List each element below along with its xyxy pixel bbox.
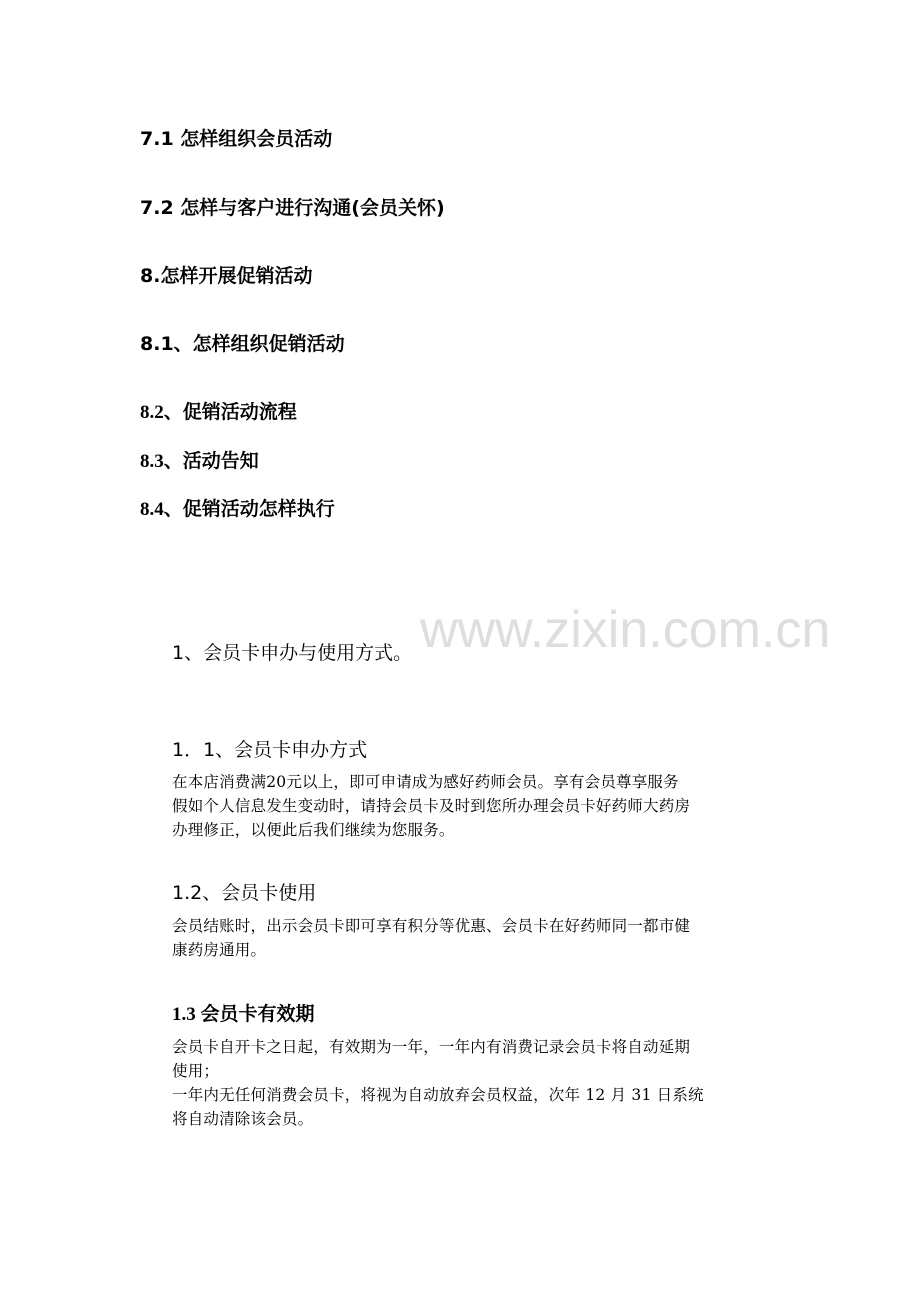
subsection-1-3-title: 1.3 会员卡有效期 (172, 1004, 315, 1025)
toc-item-7-1: 7.1 怎样组织会员活动 (140, 128, 333, 150)
body-line: 在本店消费满20元以上，即可申请成为感好药师会员。享有会员尊享服务 (172, 773, 679, 791)
body-line: 使用； (172, 1062, 220, 1080)
watermark: www.zixin.com.cn (420, 601, 831, 659)
toc-item-8-4: 8.4、促销活动怎样执行 (140, 499, 335, 520)
toc-item-8: 8.怎样开展促销活动 (140, 265, 313, 287)
body-line: 假如个人信息发生变动时，请持会员卡及时到您所办理会员卡好药师大药房 (172, 797, 691, 815)
subsection-1-2-title: 1.2、会员卡使用 (172, 882, 317, 904)
toc-item-8-1: 8.1、怎样组织促销活动 (140, 333, 345, 355)
subsection-1-1-body (172, 770, 784, 842)
toc-item-7-2: 7.2 怎样与客户进行沟通(会员关怀) (140, 197, 445, 219)
body-line: 将自动清除该会员。 (172, 1110, 314, 1128)
body-line: 办理修正，以便此后我们继续为您服务。 (172, 821, 455, 839)
body-line: 康药房通用。 (172, 941, 267, 959)
body-line: 会员卡自开卡之日起，有效期为一年，一年内有消费记录会员卡将自动延期 (172, 1038, 691, 1056)
body-line: 一年内无任何消费会员卡，将视为自动放弃会员权益，次年 12 月 31 日系统 (172, 1086, 704, 1104)
toc-item-8-3: 8.3、活动告知 (140, 451, 259, 472)
subsection-1-1-title: 1．1、会员卡申办方式 (172, 739, 368, 761)
section-1-title: 1、会员卡申办与使用方式。 (172, 642, 413, 664)
toc-item-8-2: 8.2、促销活动流程 (140, 402, 297, 423)
body-line: 会员结账时，出示会员卡即可享有积分等优惠、会员卡在好药师同一都市健 (172, 917, 691, 935)
subsection-1-2-body (172, 914, 784, 962)
subsection-1-3-body (172, 1035, 784, 1131)
